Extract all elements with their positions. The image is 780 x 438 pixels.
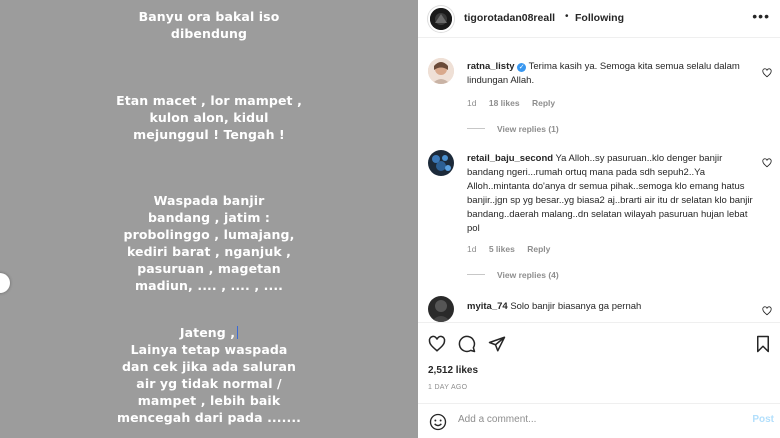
more-options-button[interactable]: ••• <box>752 8 770 24</box>
header-separator: • <box>565 11 569 22</box>
media-text-line: kulon alon, kidul <box>149 110 269 125</box>
like-heart-icon[interactable] <box>762 306 772 316</box>
comment-body: Ya Alloh..sy pasuruan..klo denger banjir bandang ngeri...rumah ortuq mana pada sdh sepuh2..Ya Alloh..mintanta do'anya dr semua pihak..semoga klo emang hatus banjir..jgn sp yg besar..yg biasa2 aj..brarti air itu dr selatan klo banjir bandang..daerah malang..dn selatan wilayah pasuruan hujan lebat pol <box>467 153 753 234</box>
media-text-line: Waspada banjir <box>153 193 265 208</box>
commenter-avatar[interactable] <box>428 58 454 84</box>
reply-button[interactable]: Reply <box>527 244 551 254</box>
avatar-photo-icon <box>428 58 454 84</box>
comment-meta <box>467 98 565 108</box>
media-text-line <box>0 324 418 341</box>
media-text-line-text: Jateng , <box>179 325 236 340</box>
author-avatar[interactable] <box>428 6 454 32</box>
media-text-line: bandang , jatim : <box>147 210 271 225</box>
comments-list[interactable] <box>418 38 780 322</box>
add-comment-bar <box>418 403 780 438</box>
view-replies-label: View replies (1) <box>497 124 559 134</box>
commenter-avatar[interactable] <box>428 296 454 322</box>
media-text-line: pasuruan , magetan <box>137 261 281 276</box>
post-timestamp: 1 DAY AGO <box>428 384 468 391</box>
view-replies-button[interactable] <box>467 124 559 134</box>
comment-username[interactable]: myita_74 <box>467 301 508 312</box>
comment-username[interactable]: ratna_listy <box>467 61 515 72</box>
reply-button[interactable]: Reply <box>531 98 556 108</box>
media-text-block-2 <box>0 92 418 143</box>
following-button[interactable]: Following <box>575 12 624 24</box>
comment-age: 1d <box>467 98 477 108</box>
comment-username[interactable]: retail_baju_second <box>467 153 554 164</box>
share-send-icon[interactable] <box>488 335 506 353</box>
save-bookmark-icon[interactable] <box>754 335 772 353</box>
media-text-block-3 <box>0 192 418 294</box>
replies-divider <box>467 128 485 129</box>
view-replies-label: View replies (4) <box>497 270 559 280</box>
comment-meta <box>467 244 560 254</box>
media-text-line: mencegah dari pada ....... <box>116 410 302 425</box>
media-text-block-4 <box>0 324 418 426</box>
media-text-line: madiun, .... , .... , .... <box>134 278 284 293</box>
post-header <box>418 0 780 38</box>
media-text-line: Banyu ora bakal iso <box>138 9 280 24</box>
like-heart-icon[interactable] <box>762 158 772 168</box>
comment-text <box>467 152 757 236</box>
media-text-line: mejunggul ! Tengah ! <box>133 127 285 142</box>
media-text-line: dan cek jika ada saluran <box>122 359 296 374</box>
avatar-photo-icon <box>428 150 454 176</box>
comment-likes[interactable]: 18 likes <box>488 98 520 108</box>
post-comment-button[interactable]: Post <box>752 414 774 425</box>
like-heart-icon[interactable] <box>428 335 446 353</box>
media-text-line: dibendung <box>170 26 248 41</box>
comment-bubble-icon[interactable] <box>458 335 476 353</box>
media-text-line: Lainya tetap waspada <box>130 342 288 357</box>
media-text-block-1 <box>0 8 418 42</box>
media-text-line: probolinggo , lumajang, <box>123 227 295 242</box>
text-cursor <box>237 326 238 339</box>
comment-likes[interactable]: 5 likes <box>488 244 515 254</box>
emoji-smile-icon[interactable] <box>429 413 447 431</box>
comment-input[interactable] <box>458 414 738 425</box>
media-text-line: air yg tidak normal / <box>136 376 282 391</box>
view-replies-button[interactable] <box>467 270 559 280</box>
comment-age: 1d <box>467 244 477 254</box>
author-username[interactable]: tigorotadan08reall <box>464 12 556 24</box>
media-text-line: kediri barat , nganjuk , <box>126 244 292 259</box>
post-actions <box>418 322 780 438</box>
post-details-panel <box>418 0 780 438</box>
comment-text <box>467 300 757 314</box>
media-text-line: Etan macet , lor mampet , <box>116 93 302 108</box>
comment-body: Solo banjir biasanya ga pernah <box>510 301 642 312</box>
avatar-photo-icon <box>428 296 454 322</box>
like-heart-icon[interactable] <box>762 68 772 78</box>
replies-divider <box>467 274 485 275</box>
commenter-avatar[interactable] <box>428 150 454 176</box>
comment-body: Terima kasih ya. Semoga kita semua selalu dalam lindungan Allah. <box>467 61 740 86</box>
author-avatar-image <box>430 8 452 30</box>
verified-badge-icon: ✓ <box>518 64 525 71</box>
media-text-line: mampet , lebih baik <box>137 393 281 408</box>
likes-count[interactable]: 2,512 likes <box>428 365 479 376</box>
comment-text <box>467 60 757 88</box>
